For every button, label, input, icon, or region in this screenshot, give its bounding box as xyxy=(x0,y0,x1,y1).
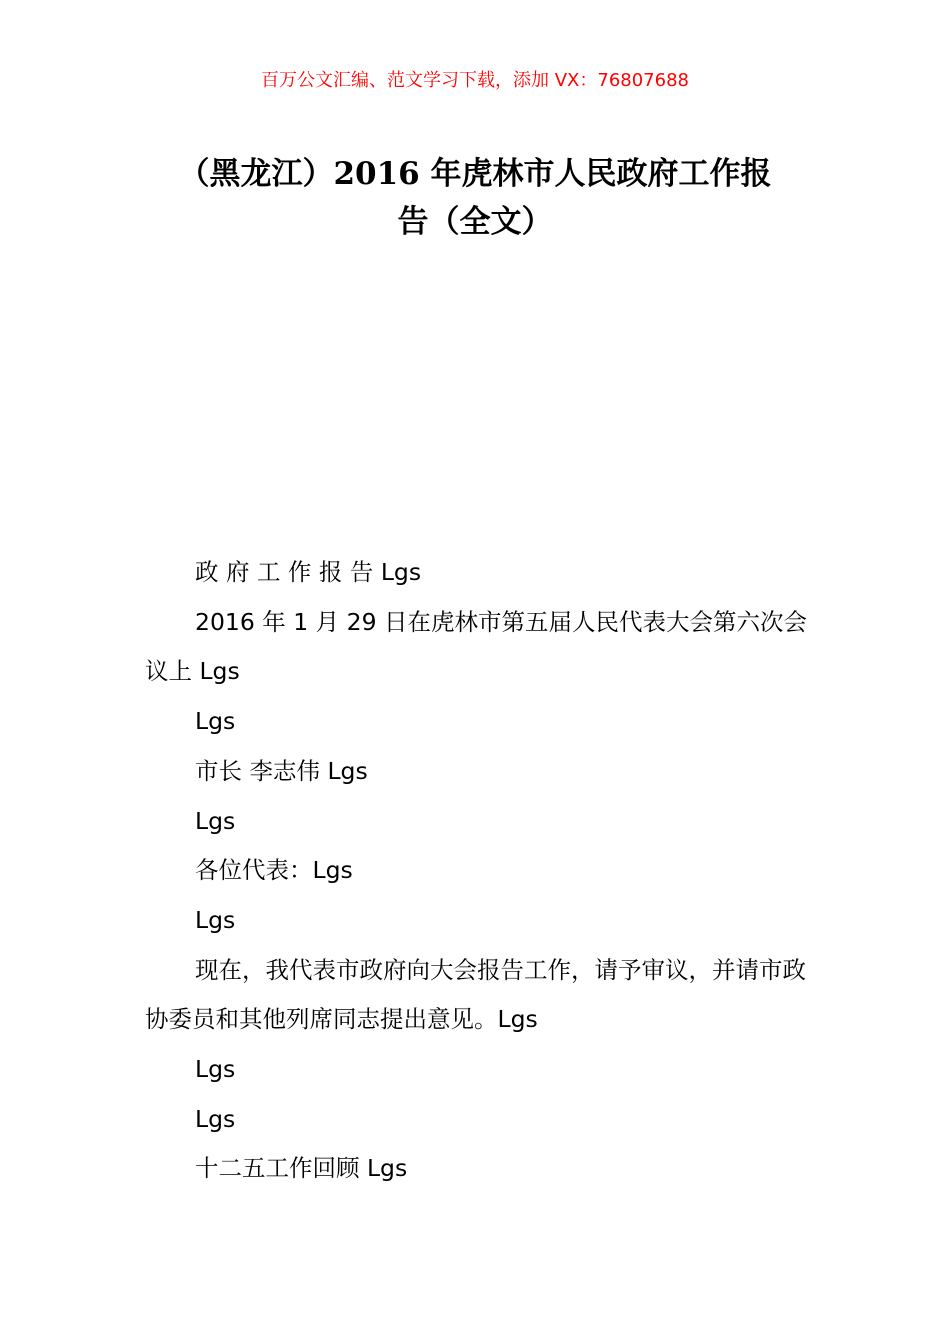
paragraph-blank: Lgs xyxy=(195,1104,236,1133)
paragraph-introduction: 现在，我代表市政府向大会报告工作，请予审议，并请市政协委员和其他列席同志提出意见。Lgs xyxy=(145,955,806,1034)
document-title xyxy=(145,150,805,246)
title-line-2: 告（全文） xyxy=(397,204,553,240)
document-body xyxy=(145,548,810,1194)
paragraph-blank: Lgs xyxy=(195,1055,236,1084)
paragraph-mayor: 市长 李志伟 Lgs xyxy=(195,756,368,785)
paragraph-report-heading: 政 府 工 作 报 告 Lgs xyxy=(195,558,422,586)
paragraph-blank: Lgs xyxy=(195,905,236,934)
paragraph-salutation: 各位代表：Lgs xyxy=(195,856,353,885)
section-heading-review: 十二五工作回顾 Lgs xyxy=(195,1154,408,1183)
paragraph-meeting-date: 2016 年 1 月 29 日在虎林市第五届人民代表大会第六次会议上 Lgs xyxy=(145,607,808,686)
paragraph-blank: Lgs xyxy=(195,806,236,835)
title-line-1: （黑龙江）2016 年虎林市人民政府工作报 xyxy=(178,156,772,192)
header-banner: 百万公文汇编、范文学习下载，添加 VX：76807688 xyxy=(261,70,689,91)
paragraph-blank: Lgs xyxy=(195,707,236,736)
